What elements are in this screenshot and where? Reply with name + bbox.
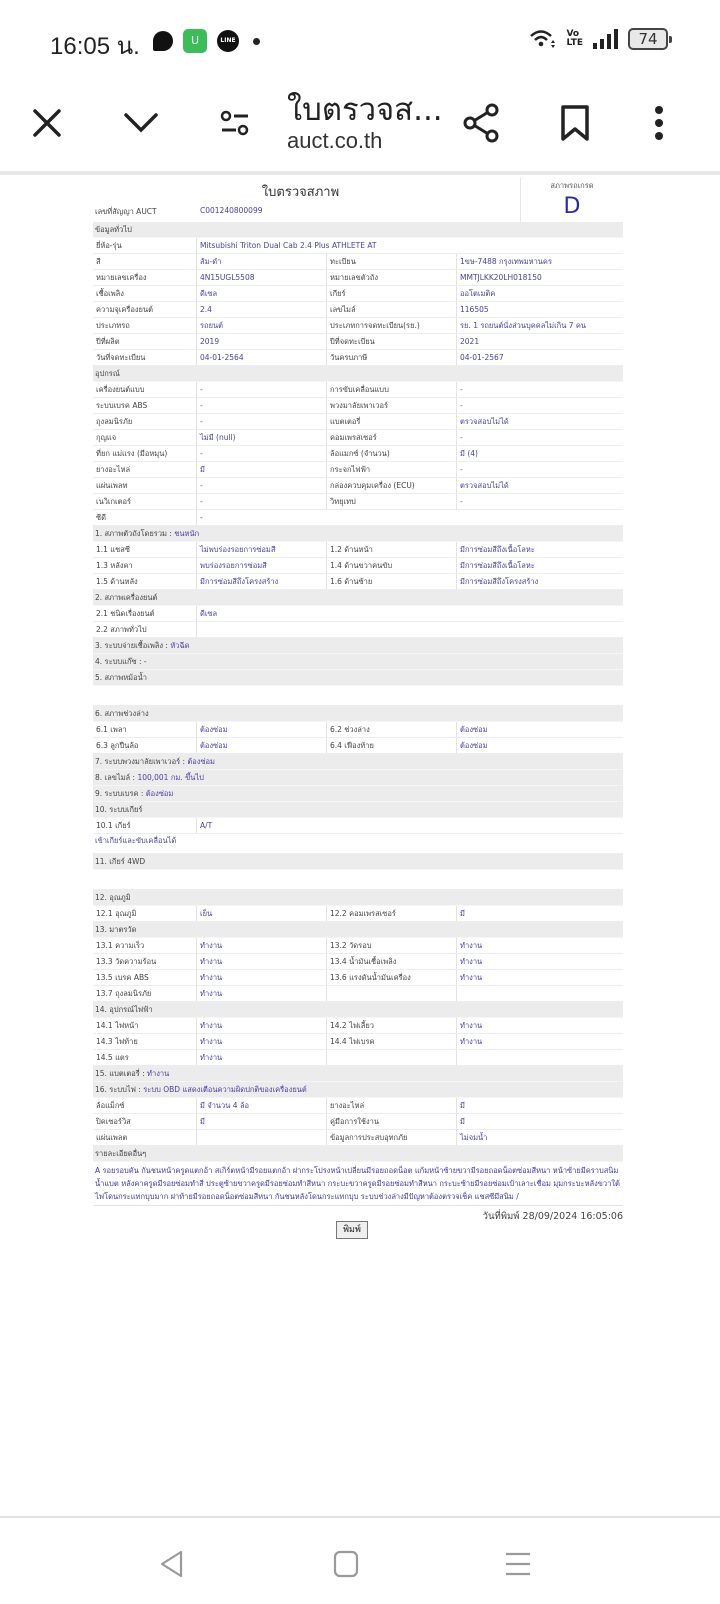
more-options-button[interactable] — [634, 98, 684, 148]
transmission-note: เข้าเกียร์และขับเคลื่อนได้ — [93, 834, 623, 854]
row-label: ข้อมูลการประสบอุทกภัย — [327, 1130, 457, 1145]
row-label: เกียร์ — [327, 286, 457, 301]
section-4wd: 11. เกียร์ 4WD — [93, 854, 623, 870]
section-equipment: อุปกรณ์ — [93, 366, 623, 382]
gear-label: 10.1 เกียร์ — [93, 818, 197, 833]
row-value: มีการซ่อมสีถึงโครงสร้าง — [460, 577, 539, 586]
row-value — [197, 1130, 327, 1145]
section-radiator: 5. สภาพหม้อน้ำ — [93, 670, 623, 686]
row-value: - — [197, 446, 327, 461]
row-label: ระบบเบรค ABS — [93, 398, 197, 413]
status-bar — [0, 0, 720, 80]
row-value: ทำงาน — [197, 1050, 327, 1065]
section-label: 1. สภาพตัวถังโดยรวม : — [95, 529, 175, 538]
section-electrical: 14. อุปกรณ์ไฟฟ้า — [93, 1002, 623, 1018]
row-value: มี — [197, 462, 327, 477]
more-notifications-dot-icon — [253, 38, 260, 45]
section-fuel-system — [93, 638, 623, 654]
table-row — [93, 1130, 623, 1146]
row-label: 13.3 วัดความร้อน — [93, 954, 197, 969]
section-brakes — [93, 786, 623, 802]
table-row — [93, 334, 623, 350]
table-row — [93, 738, 623, 754]
row-value: ทำงาน — [197, 986, 327, 1001]
table-row — [93, 622, 623, 638]
site-settings-icon — [219, 109, 251, 137]
chat-bubble-icon — [153, 31, 173, 51]
general-rows — [93, 254, 623, 366]
row-label: 13.5 เบรค ABS — [93, 970, 197, 985]
row-label: 1.1 แชสซี — [93, 542, 197, 557]
row-value: 4N15UGL5508 — [197, 270, 327, 285]
share-icon — [462, 103, 500, 143]
row-value: ไม่มี (null) — [197, 430, 327, 445]
grade-value: D — [563, 194, 581, 219]
row-value: 2019 — [197, 334, 327, 349]
body-condition-rows — [93, 542, 623, 590]
section-label: 16. ระบบไฟ : — [95, 1085, 144, 1094]
row-label: ประเภทการจดทะเบียน(รย.) — [327, 318, 457, 333]
print-button[interactable]: พิมพ์ — [336, 1221, 368, 1239]
section-label: 15. แบตเตอรี่ : — [95, 1069, 148, 1078]
row-label: กล่องควบคุมเครื่อง (ECU) — [327, 478, 457, 493]
section-label: 3. ระบบจ่ายเชื้อเพลิง : — [95, 641, 171, 650]
line-app-icon: LINE — [217, 30, 239, 52]
row-label: แบตเตอรี่ — [327, 414, 457, 429]
section-lighting-system — [93, 1082, 623, 1098]
row-label: 6.3 ลูกปืนล้อ — [93, 738, 197, 753]
table-row — [93, 350, 623, 366]
row-value: - — [460, 385, 463, 394]
table-row — [93, 254, 623, 270]
row-value: ทำงาน — [460, 1021, 483, 1030]
temperature-rows — [93, 906, 623, 922]
row-label: 6.1 เพลา — [93, 722, 197, 737]
row-label: เครื่องยนต์แบบ — [93, 382, 197, 397]
row-value: - — [197, 398, 327, 413]
row-value: 1ขษ-7488 กรุงเทพมหานคร — [460, 257, 552, 266]
row-label: 14.3 ไฟท้าย — [93, 1034, 197, 1049]
row-label: 13.2 วัดรอบ — [327, 938, 457, 953]
row-value: ทำงาน — [197, 938, 327, 953]
row-label: 12.1 อุณภูมิ — [93, 906, 197, 921]
table-row — [93, 462, 623, 478]
row-label: 13.7 ถุงลมนิรภัย — [93, 986, 197, 1001]
browser-toolbar — [0, 80, 720, 175]
section-suspension: 6. สภาพช่วงล่าง — [93, 706, 623, 722]
section-gas-system — [93, 654, 623, 670]
row-value: มีการซ่อมสีถึงเนื้อโลหะ — [460, 561, 535, 570]
home-icon — [333, 1550, 359, 1578]
row-label: 1.4 ด้านขวาคนขับ — [327, 558, 457, 573]
row-value: ทำงาน — [460, 957, 483, 966]
section-label: 8. เลขไมล์ : — [95, 773, 138, 782]
section-temperature: 12. อุณภูมิ — [93, 890, 623, 906]
report-header — [93, 178, 623, 222]
row-label: 1.3 หลังคา — [93, 558, 197, 573]
section-transmission: 10. ระบบเกียร์ — [93, 802, 623, 818]
report-title: ใบตรวจสภาพ — [261, 185, 340, 200]
section-value: ชนหนัก — [174, 529, 200, 538]
table-row — [93, 722, 623, 738]
contract-number: C001240800099 — [200, 206, 263, 215]
row-label: หมายเลขตัวถัง — [327, 270, 457, 285]
row-value: - — [460, 465, 463, 474]
table-row — [93, 558, 623, 574]
section-value: 100,001 กม. ขึ้นไป — [137, 773, 204, 782]
table-row — [93, 606, 623, 622]
table-row — [93, 542, 623, 558]
home-button[interactable] — [326, 1544, 366, 1584]
section-label: 4. ระบบแก๊ซ : - — [95, 657, 147, 666]
row-label: กระจกไฟฟ้า — [327, 462, 457, 477]
row-value: ไม่พบร่องรอยการซ่อมสี — [197, 542, 327, 557]
row-label: ยางอะไหล่ — [93, 462, 197, 477]
site-settings-button[interactable] — [210, 98, 260, 148]
wifi-icon — [530, 29, 556, 49]
grade-box — [520, 178, 623, 222]
row-label: ล้อแม็กซ์ — [93, 1098, 197, 1113]
row-value: ออโตเมติค — [460, 289, 496, 298]
row-label: เชื้อเพลิง — [93, 286, 197, 301]
row-value: MMTJLKK20LH018150 — [460, 273, 542, 282]
row-value: มีการซ่อมสีถึงเนื้อโลหะ — [460, 545, 535, 554]
row-label: คู่มือการใช้งาน — [327, 1114, 457, 1129]
recents-icon — [504, 1551, 532, 1577]
table-row — [93, 1114, 623, 1130]
row-value: - — [460, 433, 463, 442]
row-value: ต้องซ่อม — [460, 725, 488, 734]
row-value: ทำงาน — [197, 954, 327, 969]
close-icon — [32, 108, 62, 138]
section-mileage — [93, 770, 623, 786]
section-other-details: รายละเอียดอื่นๆ — [93, 1146, 623, 1162]
row-value: - — [197, 478, 327, 493]
section-label: 9. ระบบเบรค : — [95, 789, 146, 798]
table-row — [93, 318, 623, 334]
table-row — [93, 270, 623, 286]
table-row — [93, 1018, 623, 1034]
close-button[interactable] — [22, 98, 72, 148]
extras-rows — [93, 1098, 623, 1146]
row-value: มี — [197, 1114, 327, 1129]
signal-icon — [593, 29, 618, 49]
row-value: - — [460, 497, 463, 506]
row-value: ตรวจสอบไม่ได้ — [460, 417, 509, 426]
table-row — [93, 1034, 623, 1050]
section-general: ข้อมูลทั่วไป — [93, 222, 623, 238]
row-value: 04-01-2567 — [460, 353, 504, 362]
table-row — [93, 1098, 623, 1114]
4wd-value — [93, 870, 623, 890]
brand-label: ยี่ห้อ-รุ่น — [93, 238, 197, 253]
section-value: ทำงาน — [147, 1069, 170, 1078]
back-button[interactable] — [152, 1544, 192, 1584]
row-value: ทำงาน — [460, 941, 483, 950]
section-value: ระบบ OBD แสดงเตือนความผิดปกติของเครื่องยนต์ — [143, 1085, 307, 1094]
row-value: ต้องซ่อม — [460, 741, 488, 750]
row-label: 6.2 ช่วงล่าง — [327, 722, 457, 737]
engine-type-label: 2.1 ชนิดเรื่องยนต์ — [93, 606, 197, 621]
electrical-rows — [93, 1018, 623, 1066]
row-label: ล้อแมกซ์ (จำนวน) — [327, 446, 457, 461]
row-value: มี — [460, 1117, 465, 1126]
row-label: พวงมาลัยเพาเวอร์ — [327, 398, 457, 413]
app-notification-icon: U — [183, 29, 207, 53]
table-row — [93, 286, 623, 302]
row-label: 12.2 คอมเพรสเซอร์ — [327, 906, 457, 921]
row-label: ยางอะไหล่ — [327, 1098, 457, 1113]
table-row — [93, 970, 623, 986]
table-row — [93, 1050, 623, 1066]
volte-icon: Vo LTE — [566, 29, 583, 48]
battery-icon: 74 — [628, 28, 668, 50]
row-label: แผ่นเพลต — [93, 1130, 197, 1145]
row-value: ทำงาน — [197, 1034, 327, 1049]
row-value: 2021 — [460, 337, 480, 346]
row-value: มี — [460, 1101, 465, 1110]
row-label: การขับเคลื่อนแบบ — [327, 382, 457, 397]
row-label: เลขไมล์ — [327, 302, 457, 317]
row-value: 116505 — [460, 305, 489, 314]
row-label: ประเภทรถ — [93, 318, 197, 333]
table-row — [93, 446, 623, 462]
share-button[interactable] — [456, 98, 506, 148]
row-value: ไม่จมน้ำ — [460, 1133, 488, 1142]
section-engine: 2. สภาพเครื่องยนต์ — [93, 590, 623, 606]
gauges-rows — [93, 938, 623, 1002]
row-value: ทำงาน — [197, 1018, 327, 1033]
print-date: วันที่พิมพ์ 28/09/2024 16:05:06 — [482, 1211, 623, 1222]
table-row — [93, 906, 623, 922]
row-label: 14.4 ไฟเบรค — [327, 1034, 457, 1049]
section-label: 7. ระบบพวงมาลัยเพาเวอร์ : — [95, 757, 188, 766]
row-label: ความจุเครื่องยนต์ — [93, 302, 197, 317]
row-label — [327, 1050, 457, 1065]
row-value: ทำงาน — [197, 970, 327, 985]
row-label: วิทยุเทป — [327, 494, 457, 509]
section-value: ต้องซ่อม — [187, 757, 215, 766]
table-row — [93, 414, 623, 430]
section-value: หัวฉีด — [170, 641, 190, 650]
table-row — [93, 938, 623, 954]
table-row — [93, 238, 623, 254]
row-value — [457, 986, 623, 1001]
cd-label: ซีดี — [93, 510, 197, 525]
row-value: ทำงาน — [460, 1037, 483, 1046]
row-label: 6.4 เฟืองท้าย — [327, 738, 457, 753]
row-label: วันครบภาษี — [327, 350, 457, 365]
row-label: แผ่นเพลท — [93, 478, 197, 493]
table-row — [93, 430, 623, 446]
inspection-report — [93, 178, 623, 1224]
table-row — [93, 986, 623, 1002]
row-value: มี จำนวน 4 ล้อ — [197, 1098, 327, 1113]
row-value: ดีเซล — [197, 286, 327, 301]
suspension-rows — [93, 722, 623, 754]
row-label: กุญแจ — [93, 430, 197, 445]
row-label: ปีที่ผลิต — [93, 334, 197, 349]
row-value: - — [197, 494, 327, 509]
contract-label: เลขที่สัญญา AUCT — [95, 207, 157, 216]
section-gauges: 13. มาตรวัด — [93, 922, 623, 938]
row-label: ปีที่จดทะเบียน — [327, 334, 457, 349]
row-value: 2.4 — [197, 302, 327, 317]
row-value: - — [460, 401, 463, 410]
row-label: 13.4 น้ำมันเชื้อเพลิง — [327, 954, 457, 969]
row-value — [457, 1050, 623, 1065]
grade-label: สภาพรถเกรด — [550, 181, 594, 190]
chevron-down-icon — [123, 112, 159, 134]
row-label: คอมเพรสเซอร์ — [327, 430, 457, 445]
brand-value: Mitsubishi Triton Dual Cab 2.4 Plus ATHLETE AT — [200, 241, 377, 250]
row-label: 14.2 ไฟเลี้ยว — [327, 1018, 457, 1033]
table-row — [93, 478, 623, 494]
row-label: ปิคเซอร์วิส — [93, 1114, 197, 1129]
table-row — [93, 510, 623, 526]
notification-icons — [153, 29, 260, 53]
row-value: รถยนต์ — [197, 318, 327, 333]
row-value: ตรวจสอบไม่ได้ — [460, 481, 509, 490]
url-display[interactable]: auct.co.th — [287, 128, 383, 153]
page-title[interactable]: ใบตรวจส... — [287, 92, 443, 128]
bookmark-button[interactable] — [550, 98, 600, 148]
row-label: 14.5 แตร — [93, 1050, 197, 1065]
table-row — [93, 818, 623, 834]
row-value: - — [197, 382, 327, 397]
equipment-rows — [93, 382, 623, 510]
row-value: มีการซ่อมสีถึงโครงสร้าง — [197, 574, 327, 589]
row-value: เย็น — [197, 906, 327, 921]
row-value: มี (4) — [460, 449, 478, 458]
row-value: - — [197, 414, 327, 429]
row-label: ที่ยก แม่แรง (มือหมุน) — [93, 446, 197, 461]
cd-value: - — [200, 513, 203, 522]
row-label: 13.6 แรงดันน้ำมันเครื่อง — [327, 970, 457, 985]
recents-button[interactable] — [498, 1544, 538, 1584]
row-label: ทะเบียน — [327, 254, 457, 269]
row-value: ต้องซ่อม — [197, 722, 327, 737]
clock: 16:05 น. — [50, 33, 140, 60]
row-label: 14.1 ไฟหน้า — [93, 1018, 197, 1033]
radiator-value — [93, 686, 623, 706]
collapse-button[interactable] — [116, 98, 166, 148]
row-value: มี — [460, 909, 465, 918]
row-value: ต้องซ่อม — [197, 738, 327, 753]
system-icons — [530, 28, 668, 50]
table-row — [93, 574, 623, 590]
row-label: ถุงลมนิรภัย — [93, 414, 197, 429]
table-row — [93, 382, 623, 398]
row-value: รย. 1 รถยนต์นั่งส่วนบุคคลไม่เกิน 7 คน — [460, 321, 587, 330]
gear-value: A/T — [200, 821, 213, 830]
table-row — [93, 494, 623, 510]
row-label: 13.1 ความเร็ว — [93, 938, 197, 953]
row-label: 1.5 ด้านหลัง — [93, 574, 197, 589]
engine-general-label: 2.2 สภาพทั่วไป — [93, 622, 197, 637]
row-label: หมายเลขเครื่อง — [93, 270, 197, 285]
engine-type-value: ดีเซล — [200, 609, 218, 618]
row-label: เนวิเกเตอร์ — [93, 494, 197, 509]
table-row — [93, 398, 623, 414]
row-label: วันที่จดทะเบียน — [93, 350, 197, 365]
row-label: 1.2 ด้านหน้า — [327, 542, 457, 557]
row-label: 1.6 ด้านซ้าย — [327, 574, 457, 589]
row-value: ทำงาน — [460, 973, 483, 982]
section-value: ต้องซ่อม — [145, 789, 174, 798]
row-label — [327, 986, 457, 1001]
row-label: สี — [93, 254, 197, 269]
bookmark-icon — [560, 104, 590, 142]
table-row — [93, 954, 623, 970]
section-battery — [93, 1066, 623, 1082]
other-details-text: A รอยรอบคัน กันชนหน้าครูดแตกอ้า สเกิร์ตหน้ามีรอยแตกอ้า ฝากระโปรงหน้าเปลี่ยนมีรอยถอดน็อต แก้มหน้าซ้ายขวามีรอยถอดน็อตซ่อมสีหนา หน้าซ้ายมีคราบสนิมน้ำแบต หลังคาครูดมีรอยซ่อมทำสี ประตูซ้ายขวาครูดมีรอยซ่อมทำสีหนา กระบะขวาครูดมีรอยซ่อมทำสีหนา กระบะซ้ายมีรอยซ่อมเป้าเลาะเชื่อม มุมกระบะหลังขวาใต้ไฟโดนกระแทกบุบมาก ฝาท้ายมีรอยถอดน็อตซ่อมสีหนา กันชนหลังโดนกระแทกบุบ ระบบช่วงล่างมีปัญหาต้องตรวจเช็ค แชสซีมีสนิม / — [93, 1162, 623, 1206]
more-vert-icon — [654, 105, 664, 141]
row-value: 04-01-2564 — [197, 350, 327, 365]
row-value: ส้ม-ดำ — [197, 254, 327, 269]
table-row — [93, 302, 623, 318]
row-value: พบร่องรอยการซ่อมสี — [197, 558, 327, 573]
back-icon — [159, 1550, 185, 1578]
system-nav-bar — [0, 1516, 720, 1604]
section-power-steering — [93, 754, 623, 770]
engine-general-value — [197, 622, 623, 637]
section-body-condition — [93, 526, 623, 542]
